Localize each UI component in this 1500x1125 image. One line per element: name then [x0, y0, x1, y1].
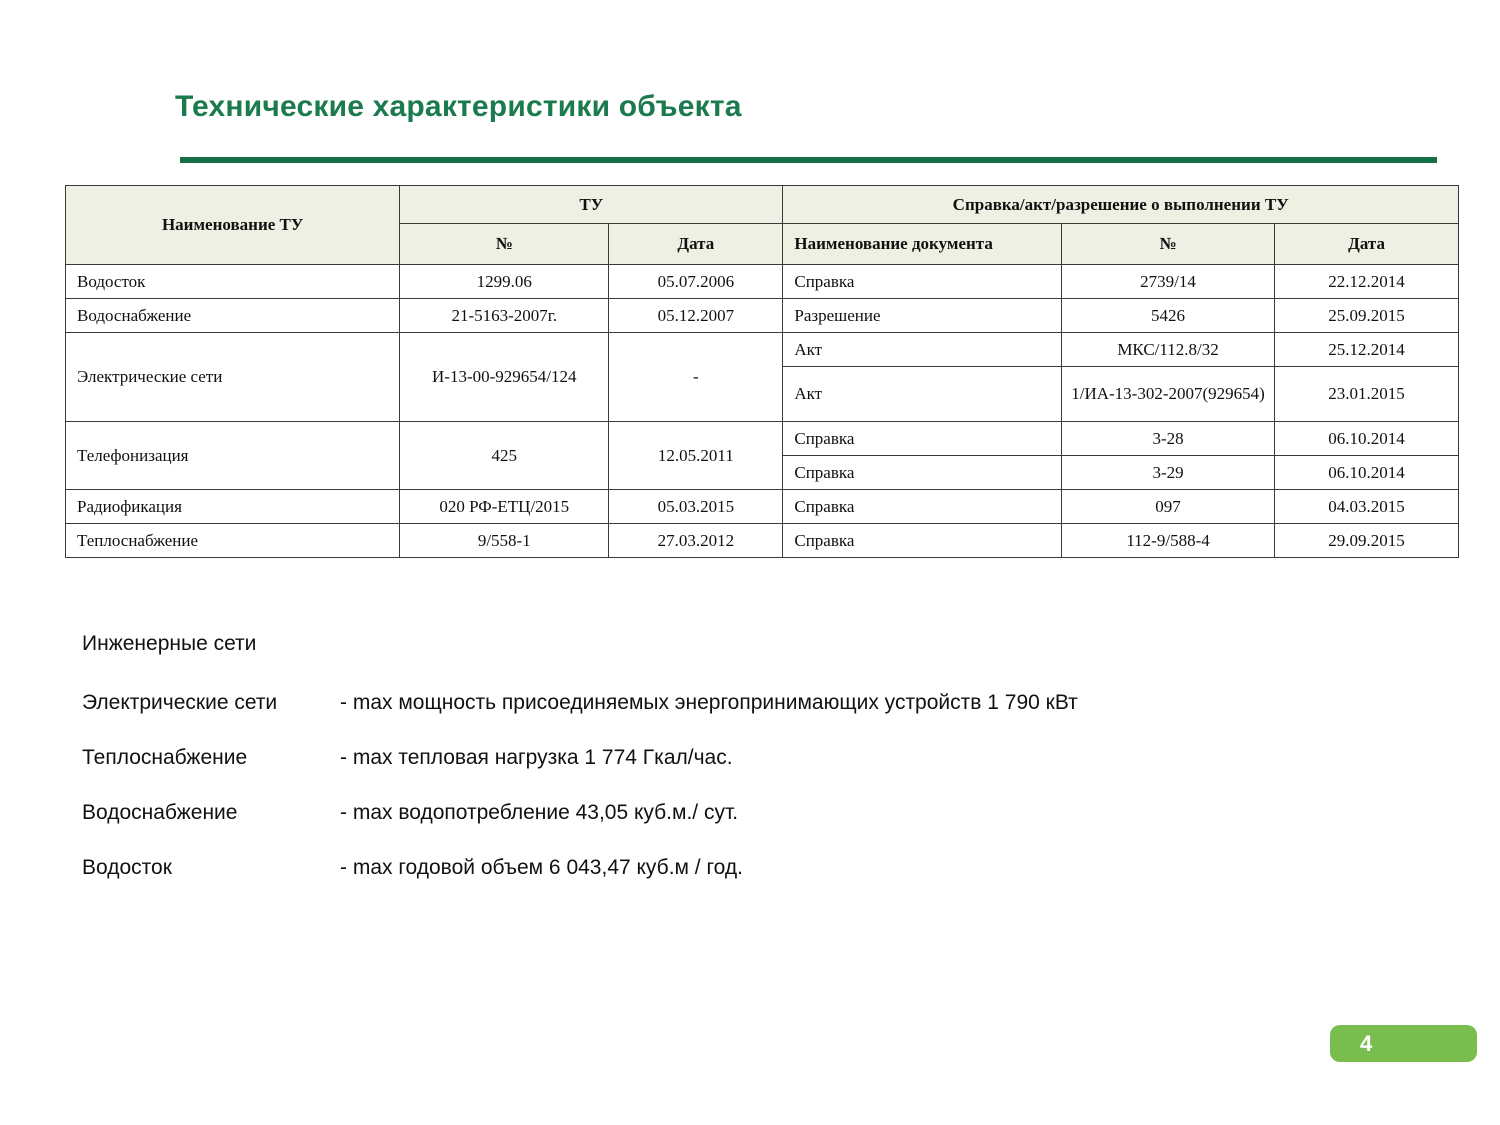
cell-doc-num: 3-28 — [1061, 422, 1274, 456]
header-tu-group: ТУ — [400, 186, 783, 224]
note-value: - max тепловая нагрузка 1 774 Гкал/час. — [340, 746, 733, 769]
cell-doc-name: Справка — [783, 490, 1062, 524]
cell-doc-num: МКС/112.8/32 — [1061, 333, 1274, 367]
cell-tu-name: Телефонизация — [66, 422, 400, 490]
header-doc-date: Дата — [1275, 224, 1459, 265]
cell-doc-num: 097 — [1061, 490, 1274, 524]
notes-heading: Инженерные сети — [82, 632, 257, 655]
header-name-tu: Наименование ТУ — [66, 186, 400, 265]
cell-doc-name: Справка — [783, 265, 1062, 299]
cell-doc-date: 06.10.2014 — [1275, 456, 1459, 490]
note-item — [82, 854, 1078, 882]
table-row — [66, 299, 1459, 333]
cell-doc-num: 5426 — [1061, 299, 1274, 333]
table-row — [66, 333, 1459, 367]
cell-tu-name: Теплоснабжение — [66, 524, 400, 558]
note-label: Теплоснабжение — [82, 746, 248, 769]
cell-tu-date: 05.03.2015 — [609, 490, 783, 524]
cell-doc-num: 3-29 — [1061, 456, 1274, 490]
cell-doc-date: 22.12.2014 — [1275, 265, 1459, 299]
cell-doc-name: Разрешение — [783, 299, 1062, 333]
note-item — [82, 799, 1078, 827]
cell-doc-date: 25.12.2014 — [1275, 333, 1459, 367]
header-doc-group: Справка/акт/разрешение о выполнении ТУ — [783, 186, 1459, 224]
cell-tu-name: Электрические сети — [66, 333, 400, 422]
cell-doc-date: 25.09.2015 — [1275, 299, 1459, 333]
cell-doc-num: 112-9/588-4 — [1061, 524, 1274, 558]
cell-doc-name: Справка — [783, 456, 1062, 490]
cell-doc-name: Справка — [783, 524, 1062, 558]
cell-doc-num: 2739/14 — [1061, 265, 1274, 299]
cell-doc-name: Акт — [783, 367, 1062, 422]
header-doc-num: № — [1061, 224, 1274, 265]
table-row — [66, 490, 1459, 524]
cell-tu-num: 9/558-1 — [400, 524, 609, 558]
cell-tu-date: 12.05.2011 — [609, 422, 783, 490]
cell-tu-name: Водосток — [66, 265, 400, 299]
page-title: Технические характеристики объекта — [175, 90, 742, 123]
cell-doc-name: Справка — [783, 422, 1062, 456]
note-label: Электрические сети — [82, 691, 278, 714]
header-tu-date: Дата — [609, 224, 783, 265]
cell-doc-date: 23.01.2015 — [1275, 367, 1459, 422]
cell-tu-num: 1299.06 — [400, 265, 609, 299]
cell-tu-date: 05.12.2007 — [609, 299, 783, 333]
note-label: Водоснабжение — [82, 801, 238, 824]
cell-doc-name: Акт — [783, 333, 1062, 367]
cell-tu-date: 05.07.2006 — [609, 265, 783, 299]
engineering-notes — [82, 630, 1078, 909]
cell-tu-num: 21-5163-2007г. — [400, 299, 609, 333]
cell-tu-num: 020 РФ-ЕТЦ/2015 — [400, 490, 609, 524]
cell-tu-date: - — [609, 333, 783, 422]
cell-tu-num: 425 — [400, 422, 609, 490]
table-row — [66, 265, 1459, 299]
note-item — [82, 689, 1078, 717]
note-item — [82, 744, 1078, 772]
cell-tu-name: Водоснабжение — [66, 299, 400, 333]
table-row — [66, 422, 1459, 456]
cell-doc-date: 06.10.2014 — [1275, 422, 1459, 456]
note-label: Водосток — [82, 856, 172, 879]
header-tu-num: № — [400, 224, 609, 265]
header-doc-name: Наименование документа — [783, 224, 1062, 265]
cell-tu-date: 27.03.2012 — [609, 524, 783, 558]
cell-tu-name: Радиофикация — [66, 490, 400, 524]
title-underline — [180, 157, 1437, 163]
table-row — [66, 524, 1459, 558]
page-number-badge: 4 — [1330, 1025, 1477, 1062]
note-value: - max годовой объем 6 043,47 куб.м / год. — [340, 856, 743, 879]
cell-doc-date: 04.03.2015 — [1275, 490, 1459, 524]
cell-doc-num: 1/ИА-13-302-2007(929654) — [1061, 367, 1274, 422]
technical-conditions-table — [65, 185, 1459, 558]
note-value: - max водопотребление 43,05 куб.м./ сут. — [340, 801, 739, 824]
cell-tu-num: И-13-00-929654/124 — [400, 333, 609, 422]
cell-doc-date: 29.09.2015 — [1275, 524, 1459, 558]
note-value: - max мощность присоединяемых энергопринимающих устройств 1 790 кВт — [340, 691, 1078, 714]
table-header-row-1 — [66, 186, 1459, 224]
